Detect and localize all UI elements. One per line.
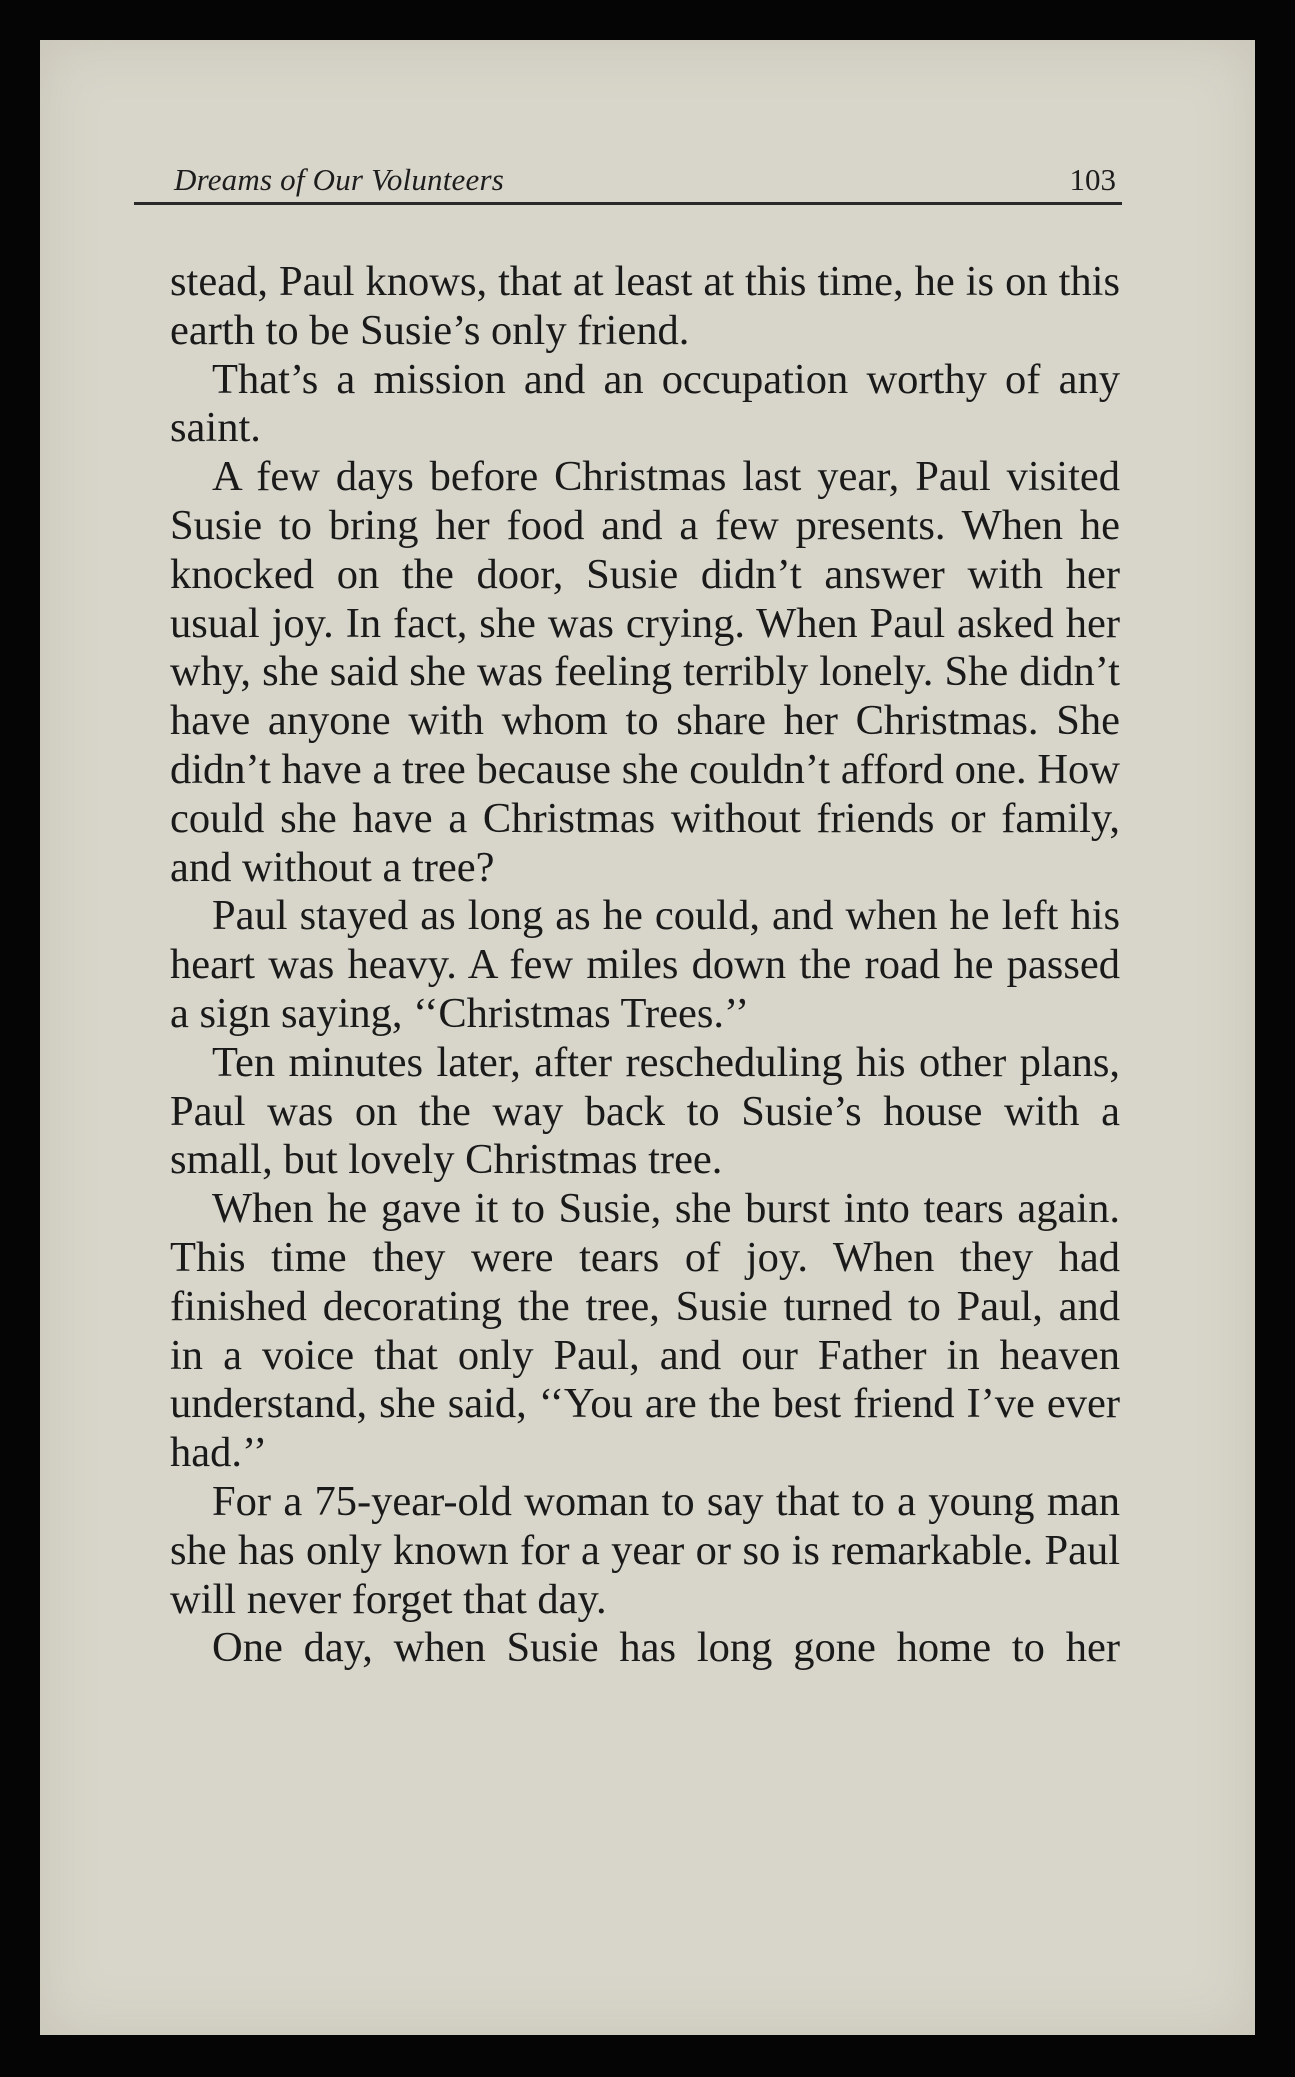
paragraph: Ten minutes later, after rescheduling his other plans, Paul was on the way back to Susie’s house with a small, but lovely Christmas tree. — [170, 1038, 1120, 1184]
paragraph: That’s a mission and an occupation worthy of any saint. — [170, 355, 1120, 452]
running-title: Dreams of Our Volunteers — [174, 162, 504, 197]
running-header — [134, 128, 1122, 205]
page-number: 103 — [1069, 162, 1116, 197]
paragraph-continues-next-page: One day, when Susie has long gone home to her — [212, 1624, 1120, 1672]
paragraph-continuation: stead, Paul knows, that at least at this time, he is on this earth to be Susie’s only friend. — [170, 258, 1120, 354]
paragraph: A few days before Christmas last year, Paul visited Susie to bring her food and a few presents. When he knocked on the door, Susie didn’t answer with her usual joy. In fact, she was crying. When Paul asked her why, she said she was feeling terribly lonely. She didn’t have anyone with whom to share her Christmas. She didn’t have a tree because she couldn’t afford one. How could she have a Christmas without friends or family, and without a tree? — [170, 453, 1120, 891]
paragraph: For a 75-year-old woman to say that to a young man she has only known for a year or so is remarkable. Paul will never forget that day. — [170, 1477, 1120, 1623]
body-text — [170, 258, 1120, 1673]
paragraph: When he gave it to Susie, she burst into tears again. This time they were tears of joy. When they had finished decorating the tree, Susie turned to Paul, and in a voice that only Paul, and our Father in heaven understand, she said, ‘‘You are the best friend I’ve ever had.’’ — [170, 1185, 1120, 1477]
paragraph: Paul stayed as long as he could, and when he left his heart was heavy. A few miles down the road he passed a sign saying, ‘‘Christmas Trees.’’ — [170, 892, 1120, 1037]
